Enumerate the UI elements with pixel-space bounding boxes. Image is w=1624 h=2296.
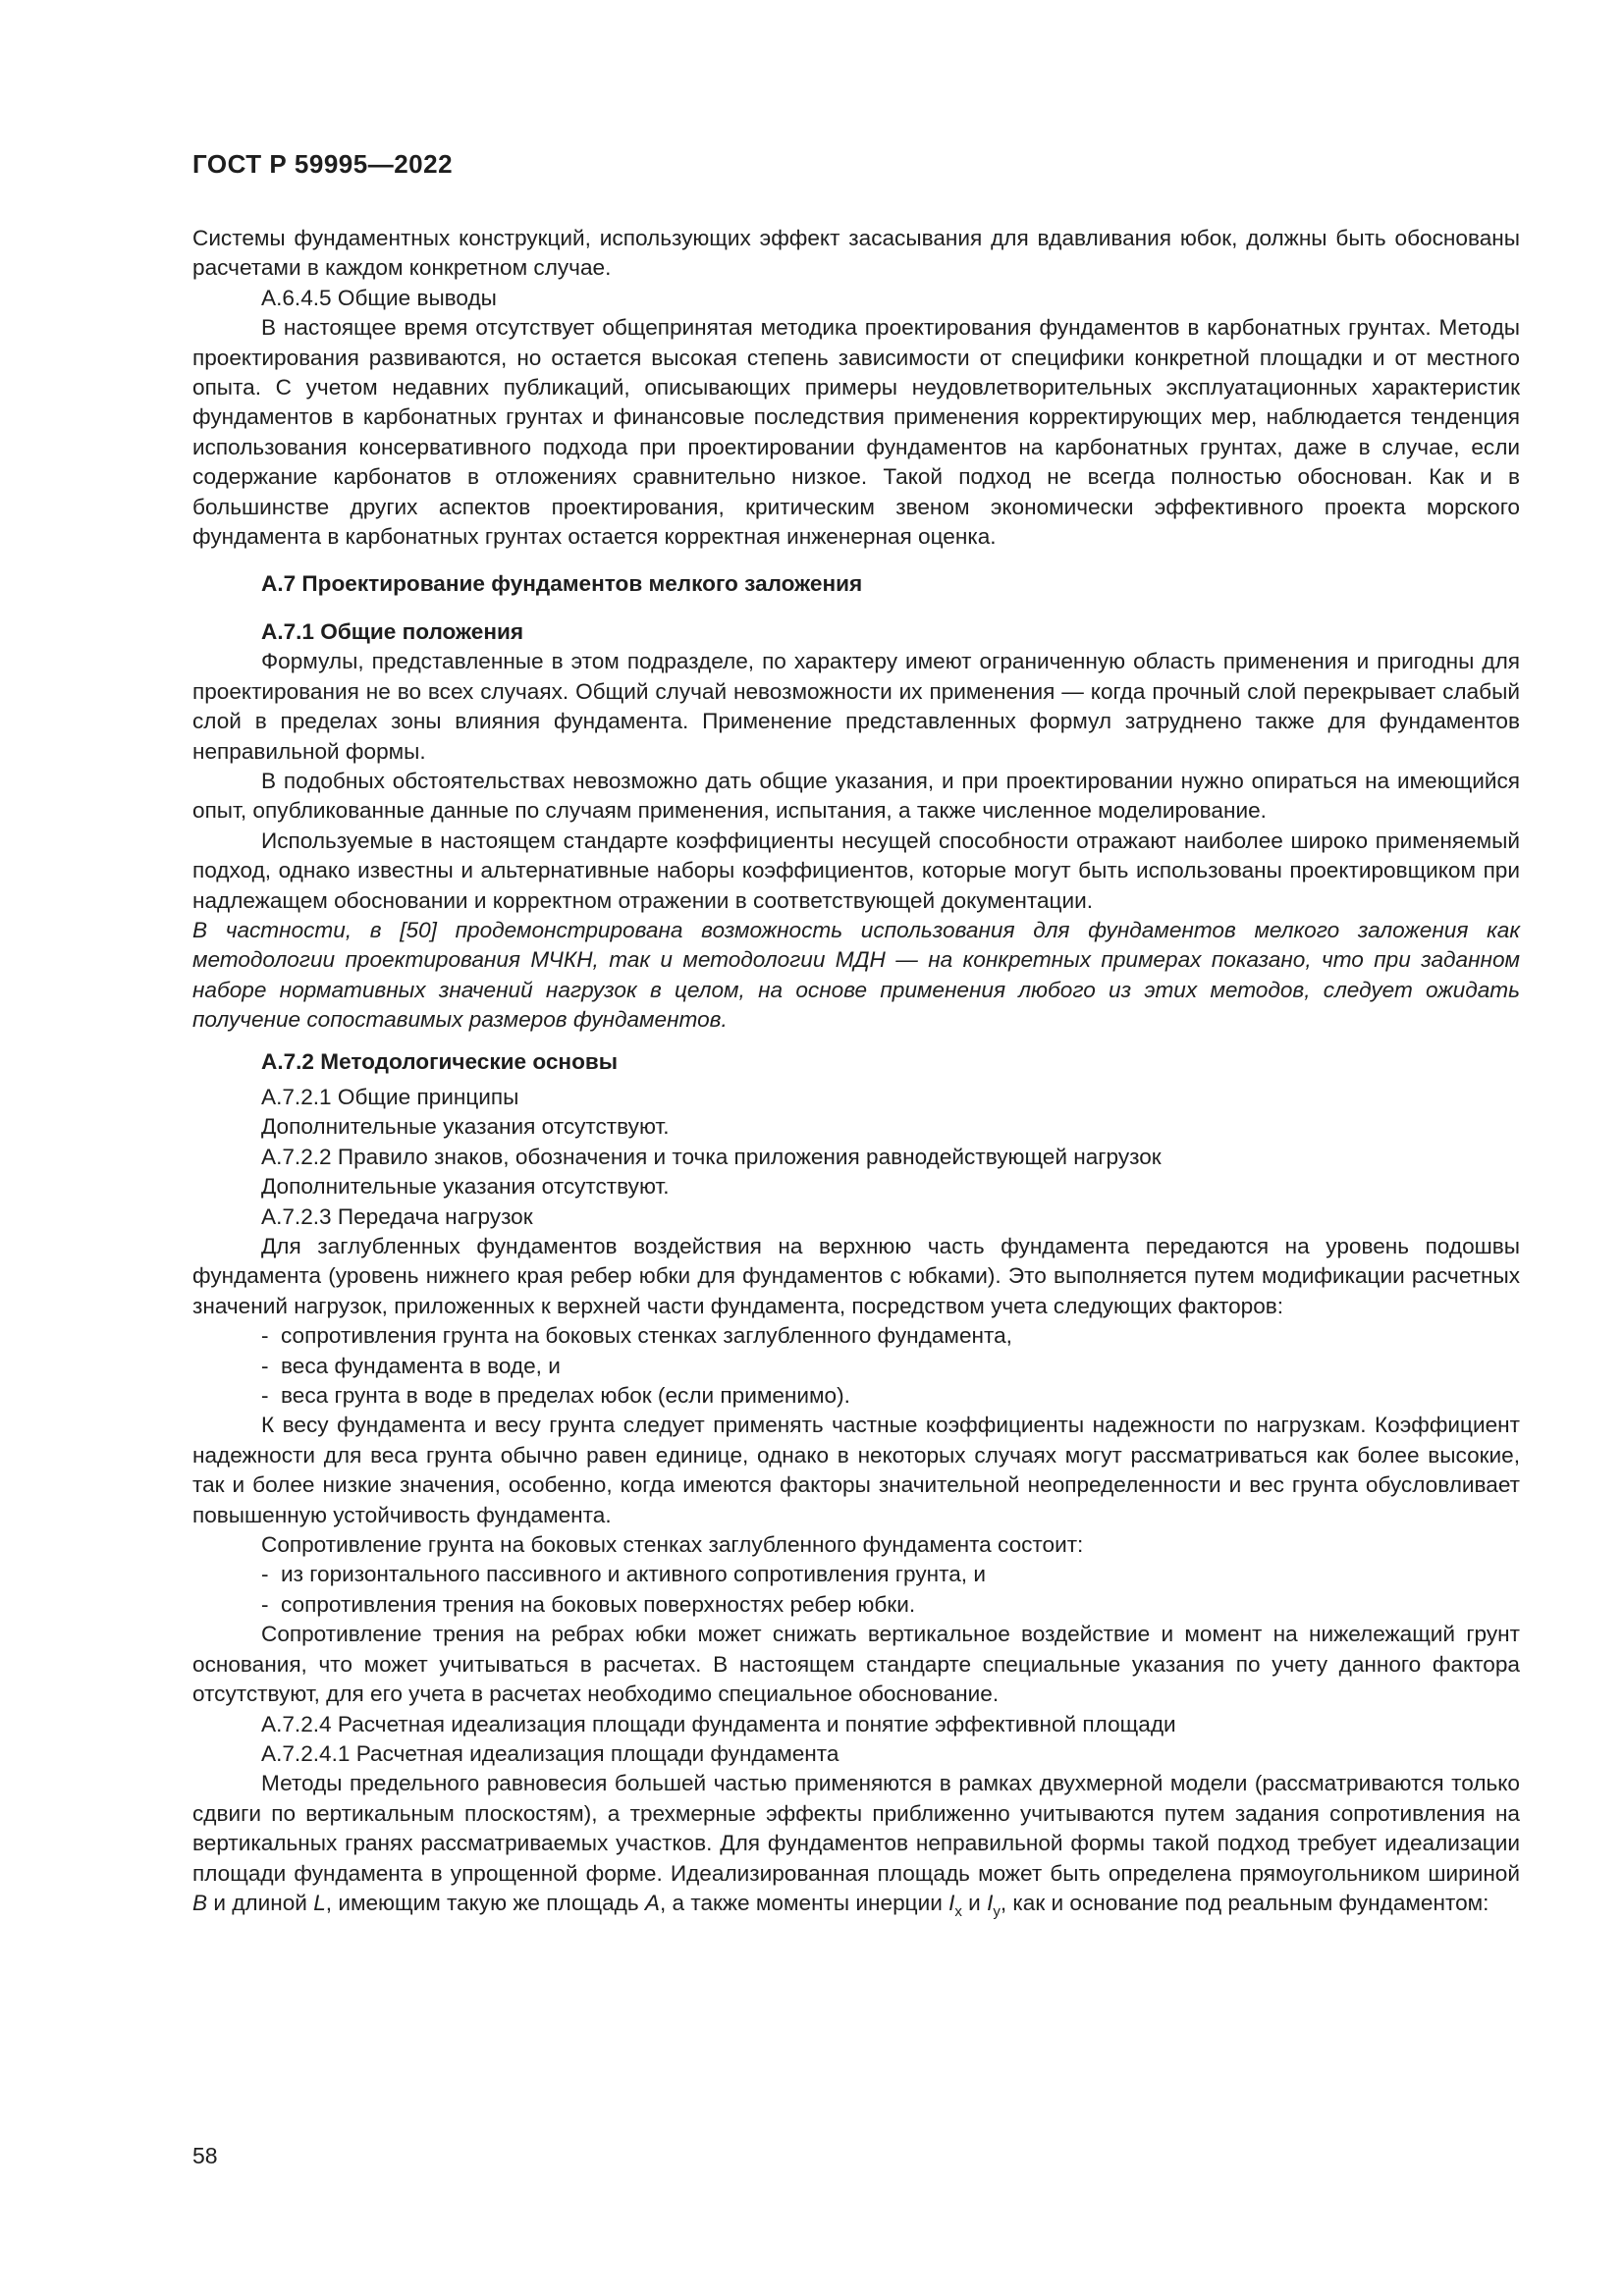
paragraph: Для заглубленных фундаментов воздействия на верхнюю часть фундамента передаются на уровень подошвы фундамента (уровень нижнего края ребер юбки для фундаментов с юбками). Это выполняется путем модификации расчетных значений нагрузок, приложенных к верхней части фундамента, посредством учета следующих факторов: xyxy=(192,1234,1520,1318)
subsection-title: А.6.4.5 Общие выводы xyxy=(261,285,497,310)
paragraph: Системы фундаментных конструкций, использующих эффект засасывания для вдавливания юбок, должны быть обоснованы расчетами в каждом конкретном случае. xyxy=(192,226,1520,281)
subsection-title: А.7.2.4 Расчетная идеализация площади фундамента и понятие эффективной площади xyxy=(261,1711,1176,1736)
subsection-title: А.7.2.3 Передача нагрузок xyxy=(261,1203,533,1229)
paragraph: В настоящее время отсутствует общепринятая методика проектирования фундаментов в карбонатных грунтах. Методы проектирования развиваются, но остается высокая степень зависимости от специфики конкретной площадки и от местного опыта. С учетом недавних публикаций, описывающих примеры неудовлетворительных эксплуатационных характеристик фундаментов в карбонатных грунтах и финансовые последствия применения корректирующих мер, наблюдается тенденция использования консервативного подхода при проектировании фундаментов на карбонатных грунтах, даже в случае, если содержание карбонатов в отложениях сравнительно низкое. Такой подход не всегда полностью обоснован. Как и в большинстве других аспектов проектирования, критическим звеном экономически эффективного проекта морского фундамента в карбонатных грунтах остается корректная инженерная оценка. xyxy=(192,315,1520,550)
italic-paragraph: В частности, в [50] продемонстрирована возможность использования для фундаментов мелкого заложения как методологии проектирования МЧКН, так и методологии МДН — на конкретных примерах показано, что при заданном наборе нормативных значений нагрузок в целом, на основе применения любого из этих методов, следует ожидать получение сопоставимых размеров фундаментов. xyxy=(192,917,1520,1033)
subsection-title: А.7.2.1 Общие принципы xyxy=(261,1084,519,1109)
page-number: 58 xyxy=(192,2143,218,2168)
paragraph: Сопротивление грунта на боковых стенках заглубленного фундамента состоит: xyxy=(261,1532,1084,1558)
standard-header: ГОСТ Р 59995—2022 xyxy=(192,149,454,179)
subsection-title: А.7.2.2 Правило знаков, обозначения и точка приложения равнодействующей нагрузок xyxy=(261,1144,1162,1169)
paragraph: Сопротивление трения на ребрах юбки может снижать вертикальное воздействие и момент на нижележащий грунт основания, что может учитываться в расчетах. В настоящем стандарте специальные указания по учету данного фактора отсутствуют, для его учета в расчетах необходимо специальное обоснование. xyxy=(192,1622,1520,1707)
list-item: - веса грунта в воде в пределах юбок (если применимо). xyxy=(261,1383,850,1409)
subsection-title: А.7.2.4.1 Расчетная идеализация площади фундамента xyxy=(261,1740,839,1766)
list-item: - из горизонтального пассивного и активного сопротивления грунта, и xyxy=(261,1562,986,1587)
list-item: - сопротивления трения на боковых поверхностях ребер юбки. xyxy=(261,1591,916,1617)
paragraph: Используемые в настоящем стандарте коэффициенты несущей способности отражают наиболее широко применяемый подход, однако известны и альтернативные наборы коэффициентов, которые могут быть использованы проектировщиком при надлежащем обосновании и корректном отражении в соответствующей документации. xyxy=(192,828,1520,913)
paragraph: К весу фундамента и весу грунта следует применять частные коэффициенты надежности по нагрузкам. Коэффициент надежности для веса грунта обычно равен единице, однако в некоторых случаях могут рассматриваться как более высокие, так и более низкие значения, особенно, когда имеются факторы значительной неопределенности и вес грунта обусловливает повышенную устойчивость фундамента. xyxy=(192,1413,1520,1527)
paragraph: Дополнительные указания отсутствуют. xyxy=(261,1174,670,1200)
list-item: - сопротивления грунта на боковых стенках заглубленного фундамента, xyxy=(261,1323,1012,1349)
section-heading-a7: А.7 Проектирование фундаментов мелкого заложения xyxy=(261,571,863,597)
list-item: - веса фундамента в воде, и xyxy=(261,1353,561,1378)
paragraph: Дополнительные указания отсутствуют. xyxy=(261,1114,670,1140)
paragraph-with-formula-refs: Методы предельного равновесия большей частью применяются в рамках двухмерной модели (рассматриваются только сдвиги по вертикальным плоскостям), а трехмерные эффекты приближенно учитываются путем задания сопротивления на вертикальных гранях рассматриваемых участков. Для фундаментов неправильной формы такой подход требует идеализации площади фундамента в упрощенной форме. Идеализированная площадь может быть определена прямоугольником шириной B и длиной L, имеющим такую же площадь A, а также моменты инерции $I_x$ и $I_y$, как и основание под реальным фундаментом: xyxy=(192,1771,1520,1920)
paragraph: Формулы, представленные в этом подразделе, по характеру имеют ограниченную область применения и пригодны для проектирования не во всех случаях. Общий случай невозможности их применения — когда прочный слой перекрывает слабый слой в пределах зоны влияния фундамента. Применение представленных формул затруднено также для фундаментов неправильной формы. xyxy=(192,649,1520,764)
page-body xyxy=(192,224,1520,1918)
section-heading-a71: А.7.1 Общие положения xyxy=(261,618,524,644)
paragraph: В подобных обстоятельствах невозможно дать общие указания, и при проектировании нужно опираться на имеющийся опыт, опубликованные данные по случаям применения, испытания, а также численное моделирование. xyxy=(192,768,1520,824)
section-heading-a72: А.7.2 Методологические основы xyxy=(261,1048,619,1074)
